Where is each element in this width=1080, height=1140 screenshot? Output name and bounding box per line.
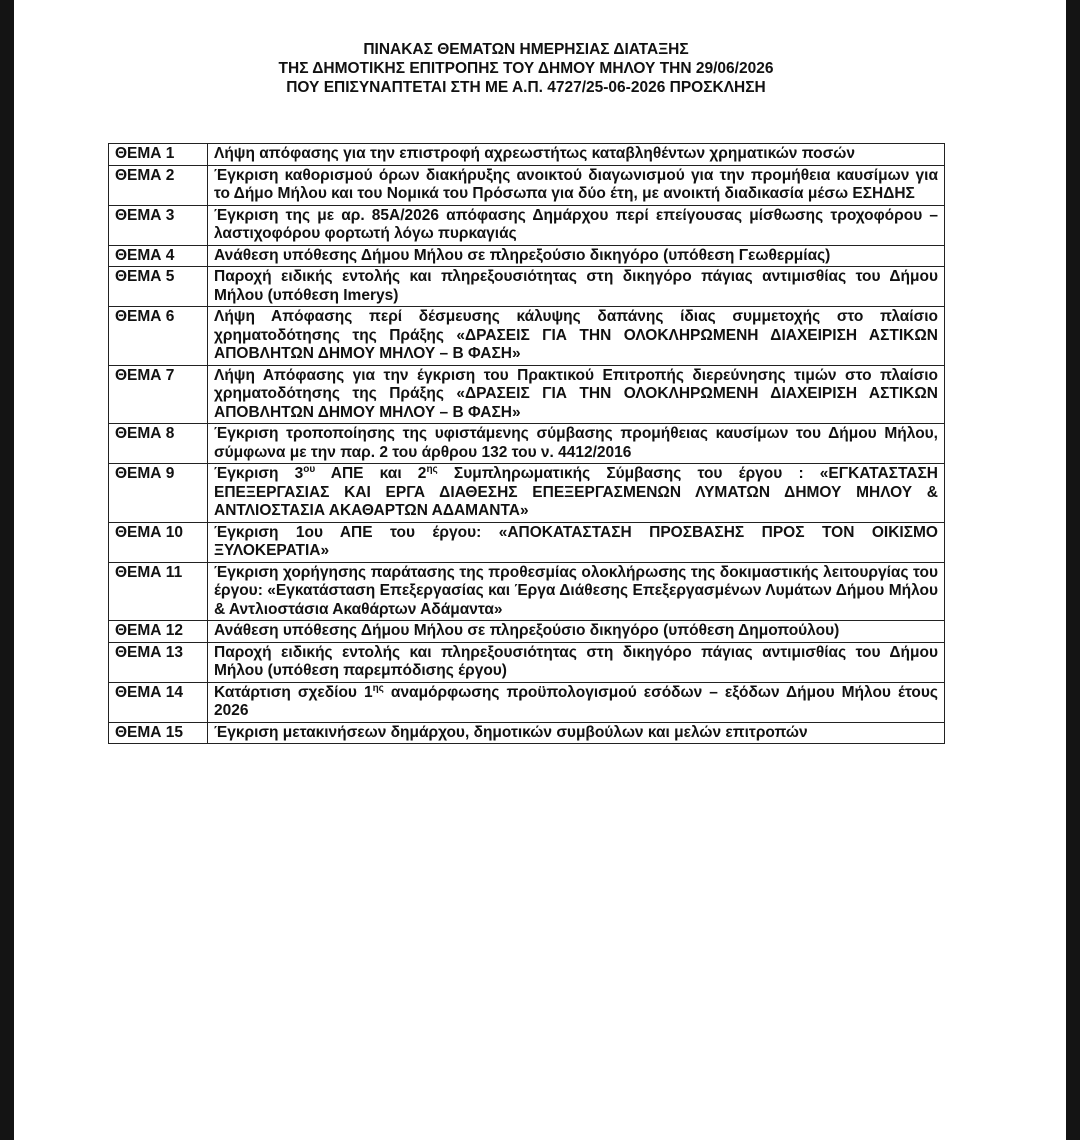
table-row — [109, 205, 945, 245]
item-description — [208, 464, 945, 523]
table-row — [109, 245, 945, 267]
table-row — [109, 424, 945, 464]
item-number: ΘΕΜΑ 15 — [109, 722, 208, 744]
item-number: ΘΕΜΑ 10 — [109, 522, 208, 562]
table-row — [109, 144, 945, 166]
item-number: ΘΕΜΑ 12 — [109, 621, 208, 643]
header-line-3: ΠΟΥ ΕΠΙΣΥΝΑΠΤΕΤΑΙ ΣΤΗ ΜΕ Α.Π. 4727/25-06-2026 ΠΡΟΣΚΛΗΣΗ — [286, 79, 766, 96]
item-number: ΘΕΜΑ 6 — [109, 307, 208, 366]
ordinal-superscript: ου — [303, 464, 316, 475]
ordinal-superscript: ης — [426, 464, 438, 475]
item-number: ΘΕΜΑ 1 — [109, 144, 208, 166]
table-row — [109, 562, 945, 621]
item-number: ΘΕΜΑ 9 — [109, 464, 208, 523]
item-description: Έγκριση τροποποίησης της υφιστάμενης σύμβασης προμήθειας καυσίμων του Δήμου Μήλου, σύμφωνα με την παρ. 2 του άρθρου 132 του ν. 4412/2016 — [208, 424, 945, 464]
item-number: ΘΕΜΑ 2 — [109, 165, 208, 205]
item-number: ΘΕΜΑ 5 — [109, 267, 208, 307]
table-row — [109, 682, 945, 722]
item-text-part: ΑΠΕ και 2 — [315, 465, 427, 482]
item-number: ΘΕΜΑ 7 — [109, 365, 208, 424]
item-description — [208, 682, 945, 722]
table-row — [109, 307, 945, 366]
agenda-table — [108, 143, 945, 744]
item-description: Λήψη Απόφασης περί δέσμευσης κάλυψης δαπάνης ίδιας συμμετοχής στο πλαίσιο χρηματοδότησης της Πράξης «ΔΡΑΣΕΙΣ ΓΙΑ ΤΗΝ ΟΛΟΚΛΗΡΩΜΕΝΗ ΔΙΑΧΕΙΡΙΣΗ ΑΣΤΙΚΩΝ ΑΠΟΒΛΗΤΩΝ ΔΗΜΟΥ ΜΗΛΟΥ – Β ΦΑΣΗ» — [208, 307, 945, 366]
item-number: ΘΕΜΑ 11 — [109, 562, 208, 621]
table-row — [109, 464, 945, 523]
item-description: Παροχή ειδικής εντολής και πληρεξουσιότητας στη δικηγόρο πάγιας αντιμισθίας του Δήμου Μήλου (υπόθεση Imerys) — [208, 267, 945, 307]
table-row — [109, 522, 945, 562]
item-text-part: Συμπληρωματικής Σύμβασης του έργου : «ΕΓΚΑΤΑΣΤΑΣΗ ΕΠΕΞΕΡΓΑΣΙΑΣ ΚΑΙ ΕΡΓΑ ΔΙΑΘΕΣΗΣ ΕΠΕΞΕΡΓΑΣΜΕΝΩΝ ΛΥΜΑΤΩΝ ΔΗΜΟΥ ΜΗΛΟΥ & ΑΝΤΛΙΟΣΤΑΣΙΑ ΑΚΑΘΑΡΤΩΝ ΑΔΑΜΑΝΤΑ» — [214, 465, 938, 519]
item-description: Έγκριση 1ου ΑΠΕ του έργου: «ΑΠΟΚΑΤΑΣΤΑΣΗ ΠΡΟΣΒΑΣΗΣ ΠΡΟΣ ΤΟΝ ΟΙΚΙΣΜΟ ΞΥΛΟΚΕΡΑΤΙΑ» — [208, 522, 945, 562]
item-description: Λήψη απόφασης για την επιστροφή αχρεωστήτως καταβληθέντων χρηματικών ποσών — [208, 144, 945, 166]
header-line-1: ΠΙΝΑΚΑΣ ΘΕΜΑΤΩΝ ΗΜΕΡΗΣΙΑΣ ΔΙΑΤΑΞΗΣ — [363, 41, 689, 58]
table-row — [109, 267, 945, 307]
item-description: Ανάθεση υπόθεσης Δήμου Μήλου σε πληρεξούσιο δικηγόρο (υπόθεση Δημοπούλου) — [208, 621, 945, 643]
document-header — [0, 40, 1066, 97]
item-number: ΘΕΜΑ 4 — [109, 245, 208, 267]
item-description: Έγκριση χορήγησης παράτασης της προθεσμίας ολοκλήρωσης της δοκιμαστικής λειτουργίας του έργου: «Εγκατάσταση Επεξεργασίας και Έργα Διάθεσης Επεξεργασμένων Λυμάτων Δήμου Μήλου & Αντλιοστάσια Ακαθάρτων Αδάμαντα» — [208, 562, 945, 621]
item-description: Λήψη Απόφασης για την έγκριση του Πρακτικού Επιτροπής διερεύνησης τιμών στο πλαίσιο χρηματοδότησης της Πράξης «ΔΡΑΣΕΙΣ ΓΙΑ ΤΗΝ ΟΛΟΚΛΗΡΩΜΕΝΗ ΔΙΑΧΕΙΡΙΣΗ ΑΣΤΙΚΩΝ ΑΠΟΒΛΗΤΩΝ ΔΗΜΟΥ ΜΗΛΟΥ – Β ΦΑΣΗ» — [208, 365, 945, 424]
item-description: Ανάθεση υπόθεσης Δήμου Μήλου σε πληρεξούσιο δικηγόρο (υπόθεση Γεωθερμίας) — [208, 245, 945, 267]
item-number: ΘΕΜΑ 13 — [109, 642, 208, 682]
header-line-2: ΤΗΣ ΔΗΜΟΤΙΚΗΣ ΕΠΙΤΡΟΠΗΣ ΤΟΥ ΔΗΜΟΥ ΜΗΛΟΥ ΤΗΝ 29/06/2026 — [278, 60, 774, 77]
table-row — [109, 642, 945, 682]
item-number: ΘΕΜΑ 8 — [109, 424, 208, 464]
item-number: ΘΕΜΑ 3 — [109, 205, 208, 245]
item-description: Έγκριση καθορισμού όρων διακήρυξης ανοικτού διαγωνισμού για την προμήθεια καυσίμων για το Δήμο Μήλου και του Νομικά του Πρόσωπα για δύο έτη, με ανοικτή διαδικασία μέσω ΕΣΗΔΗΣ — [208, 165, 945, 205]
item-text-part: αναμόρφωσης προϋπολογισμού εσόδων – εξόδων Δήμου Μήλου έτους 2026 — [214, 683, 938, 719]
item-description: Έγκριση μετακινήσεων δημάρχου, δημοτικών συμβούλων και μελών επιτροπών — [208, 722, 945, 744]
item-text-part: Κατάρτιση σχεδίου 1 — [214, 683, 373, 701]
item-description: Παροχή ειδικής εντολής και πληρεξουσιότητας στη δικηγόρο πάγιας αντιμισθίας του Δήμου Μήλου (υπόθεση παρεμπόδισης έργου) — [208, 642, 945, 682]
item-description: Έγκριση της με αρ. 85Α/2026 απόφασης Δημάρχου περί επείγουσας μίσθωσης τροχοφόρου – λαστιχοφόρου φορτωτή λόγω πυρκαγιάς — [208, 205, 945, 245]
table-row — [109, 621, 945, 643]
item-number: ΘΕΜΑ 14 — [109, 682, 208, 722]
item-text-part: Έγκριση 3 — [214, 465, 304, 482]
table-row — [109, 365, 945, 424]
table-row — [109, 722, 945, 744]
table-row — [109, 165, 945, 205]
viewer-frame-right — [1066, 0, 1080, 1140]
ordinal-superscript: ης — [372, 682, 384, 694]
viewer-frame-left — [0, 0, 14, 1140]
